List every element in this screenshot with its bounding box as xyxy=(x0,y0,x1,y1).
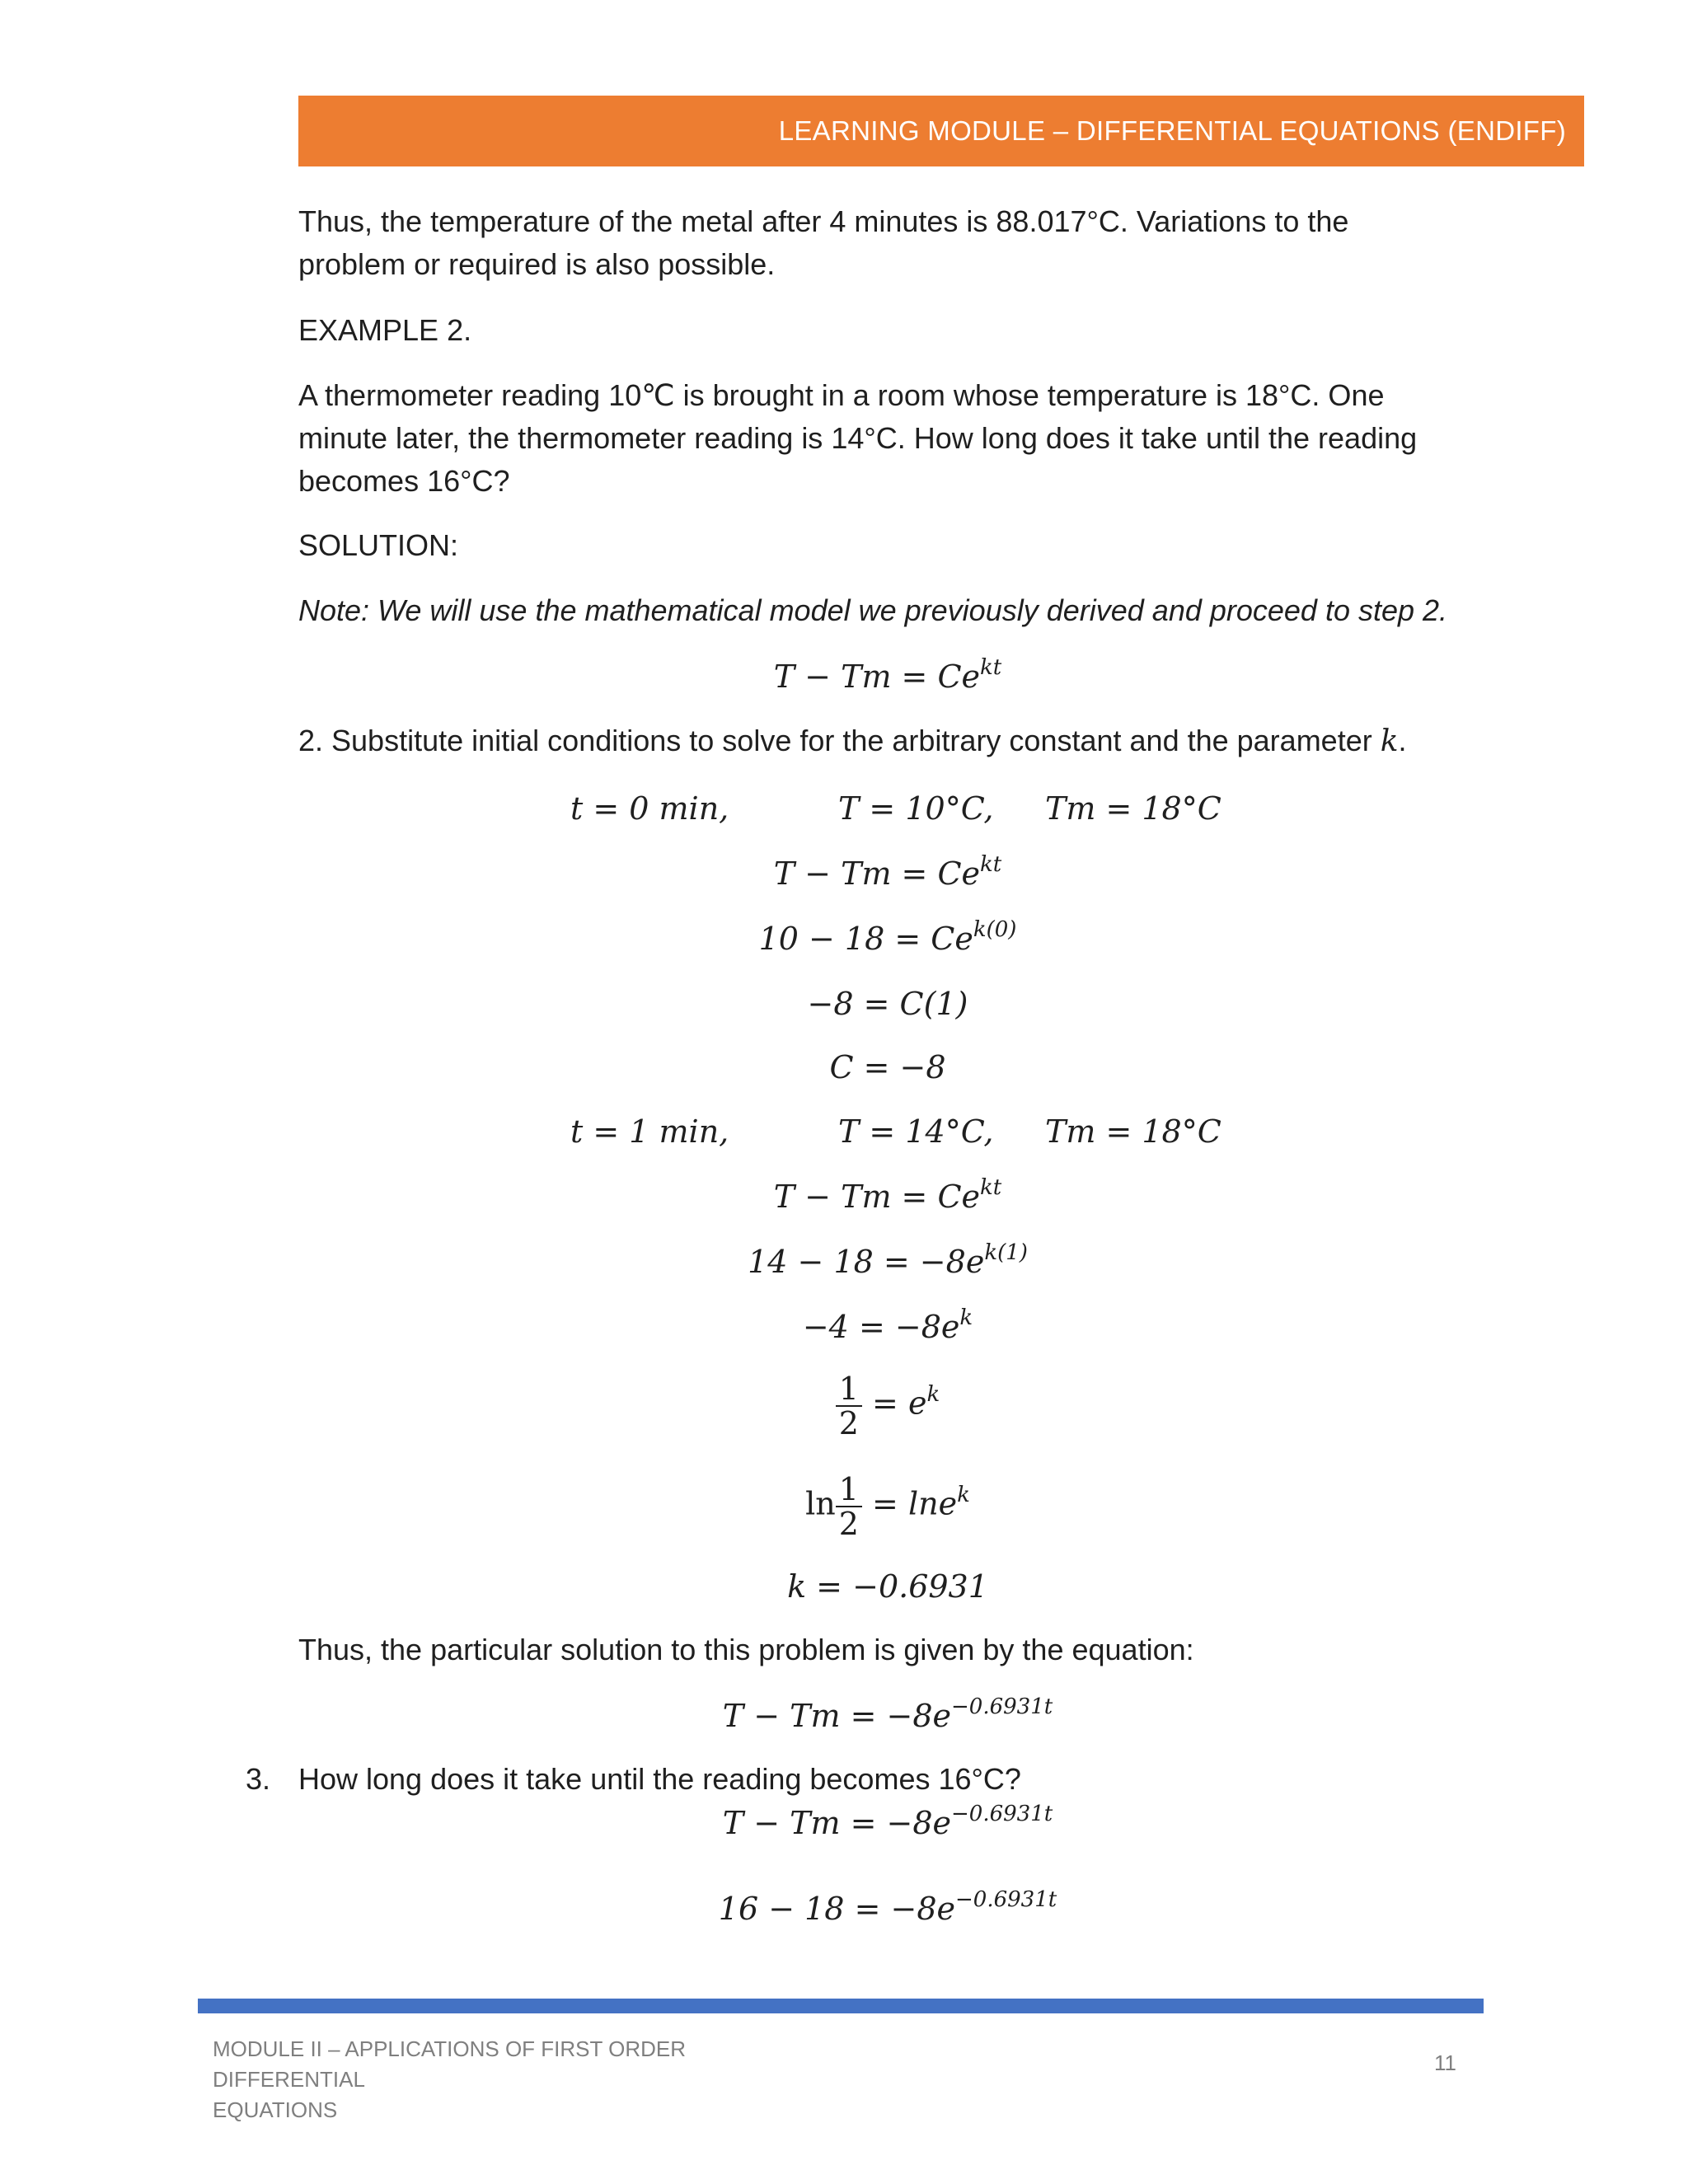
eq-b3-lhs: −4 = −8e xyxy=(802,1309,960,1345)
header-bar xyxy=(298,96,1584,166)
footer-module-title xyxy=(213,2034,839,2125)
eq-b1-lhs: T − Tm = Ce xyxy=(773,1179,981,1215)
eq-b6 xyxy=(0,1566,1688,1607)
eq-a2-exp: k(0) xyxy=(973,917,1017,942)
eq-b5 xyxy=(0,1473,1688,1540)
eq-a2 xyxy=(0,918,1688,963)
problem-line-1: A thermometer reading 10℃ is brought in a room whose temperature is 18°C. One xyxy=(298,378,1385,412)
step-3-eq-1-exp: −0.6931t xyxy=(951,1802,1053,1826)
step-3-eq-1 xyxy=(0,1802,1688,1848)
step-3-eq-2-exp: −0.6931t xyxy=(955,1887,1057,1912)
step-2-text xyxy=(298,719,1469,763)
fraction-numerator: 1 xyxy=(836,1372,862,1407)
eq-a3 xyxy=(0,983,1688,1024)
eq-a3-text: −8 = C(1) xyxy=(807,986,968,1022)
cond1-T-text: T = 10°C, xyxy=(838,790,994,827)
eq-b3-exp: k xyxy=(959,1305,973,1330)
step-2-end: . xyxy=(1398,724,1407,757)
intro-line-2: problem or required is also possible. xyxy=(298,247,776,281)
model-equation xyxy=(0,656,1688,701)
cond1-Tm xyxy=(1045,788,1221,829)
example-heading: EXAMPLE 2. xyxy=(298,313,472,347)
cond2-t-text: t = 1 min, xyxy=(570,1113,729,1150)
eq-a1-lhs: T − Tm = Ce xyxy=(773,855,981,892)
eq-a1-exp: kt xyxy=(980,852,1002,877)
fraction-numerator: 1 xyxy=(836,1473,862,1507)
eq-a4 xyxy=(0,1047,1688,1088)
cond1-T xyxy=(838,788,994,829)
eq-b1-exp: kt xyxy=(980,1175,1002,1200)
problem-line-3: becomes 16°C? xyxy=(298,464,510,498)
conclusion-text: Thus, the particular solution to this problem is given by the equation: xyxy=(298,1633,1194,1666)
eq-b2-lhs: 14 − 18 = −8e xyxy=(748,1244,985,1280)
step-3-eq-2-lhs: 16 − 18 = −8e xyxy=(718,1891,955,1927)
footer-bar xyxy=(198,1999,1484,2013)
eq-b4-exp: k xyxy=(926,1381,940,1407)
cond2-Tm xyxy=(1045,1111,1221,1152)
ln-label: ln xyxy=(805,1485,836,1522)
cond1-t-text: t = 0 min, xyxy=(570,790,729,827)
intro-line-1: Thus, the temperature of the metal after 4 minutes is 88.017°C. Variations to the xyxy=(298,204,1349,238)
eq-b2 xyxy=(0,1241,1688,1286)
cond2-Tm-text: Tm = 18°C xyxy=(1045,1113,1221,1150)
eq-b5-exp: k xyxy=(957,1482,970,1507)
fraction-denominator: 2 xyxy=(838,1506,859,1542)
eq-b4 xyxy=(0,1372,1688,1440)
solution-heading: SOLUTION: xyxy=(298,528,459,562)
eq-a1 xyxy=(0,853,1688,898)
note-text: Note: We will use the mathematical model we previously derived and proceed to step 2. xyxy=(298,593,1448,627)
step-3-eq-1-lhs: T − Tm = −8e xyxy=(722,1805,951,1841)
step-3-text: How long does it take until the reading becomes 16°C? xyxy=(298,1762,1021,1796)
cond2-T xyxy=(838,1111,994,1152)
problem-statement xyxy=(298,374,1469,503)
problem-line-2: minute later, the thermometer reading is 14°C. How long does it take until the reading xyxy=(298,421,1418,455)
eq-b1 xyxy=(0,1176,1688,1221)
step-2-var: k xyxy=(1380,724,1399,758)
fraction-one-half xyxy=(836,1372,862,1440)
model-lhs: T − Tm = Ce xyxy=(773,658,981,695)
eq-b4-rhs: = e xyxy=(872,1385,927,1422)
eq-b5-rhs: = lne xyxy=(872,1485,958,1522)
header-title: LEARNING MODULE – DIFFERENTIAL EQUATIONS (ENDIFF) xyxy=(778,115,1566,146)
cond1-Tm-text: Tm = 18°C xyxy=(1045,790,1221,827)
fraction-denominator: 2 xyxy=(838,1405,859,1441)
step-3-number: 3. xyxy=(246,1762,271,1796)
cond2-T-text: T = 14°C, xyxy=(838,1113,994,1150)
eq-b2-exp: k(1) xyxy=(984,1240,1028,1265)
fraction-one-half-ln xyxy=(836,1473,862,1540)
model-exp: kt xyxy=(980,655,1002,680)
eq-b6-text: k = −0.6931 xyxy=(787,1568,988,1605)
intro-paragraph xyxy=(298,200,1469,286)
footer-line-2: EQUATIONS xyxy=(213,2097,338,2122)
step-2-label: 2. Substitute initial conditions to solve for the arbitrary constant and the parameter xyxy=(298,724,1381,757)
particular-solution xyxy=(0,1695,1688,1741)
step-3-eq-2 xyxy=(0,1888,1688,1933)
eq-a2-lhs: 10 − 18 = Ce xyxy=(758,921,973,957)
eq-b3 xyxy=(0,1306,1688,1352)
footer-line-1: MODULE II – APPLICATIONS OF FIRST ORDER DIFFERENTIAL xyxy=(213,2036,687,2092)
particular-lhs: T − Tm = −8e xyxy=(722,1698,951,1734)
cond2-t xyxy=(570,1111,729,1152)
page-number: 11 xyxy=(1434,2050,1456,2075)
eq-a4-text: C = −8 xyxy=(829,1049,946,1085)
cond1-t xyxy=(570,788,729,829)
particular-exp: −0.6931t xyxy=(951,1694,1053,1719)
